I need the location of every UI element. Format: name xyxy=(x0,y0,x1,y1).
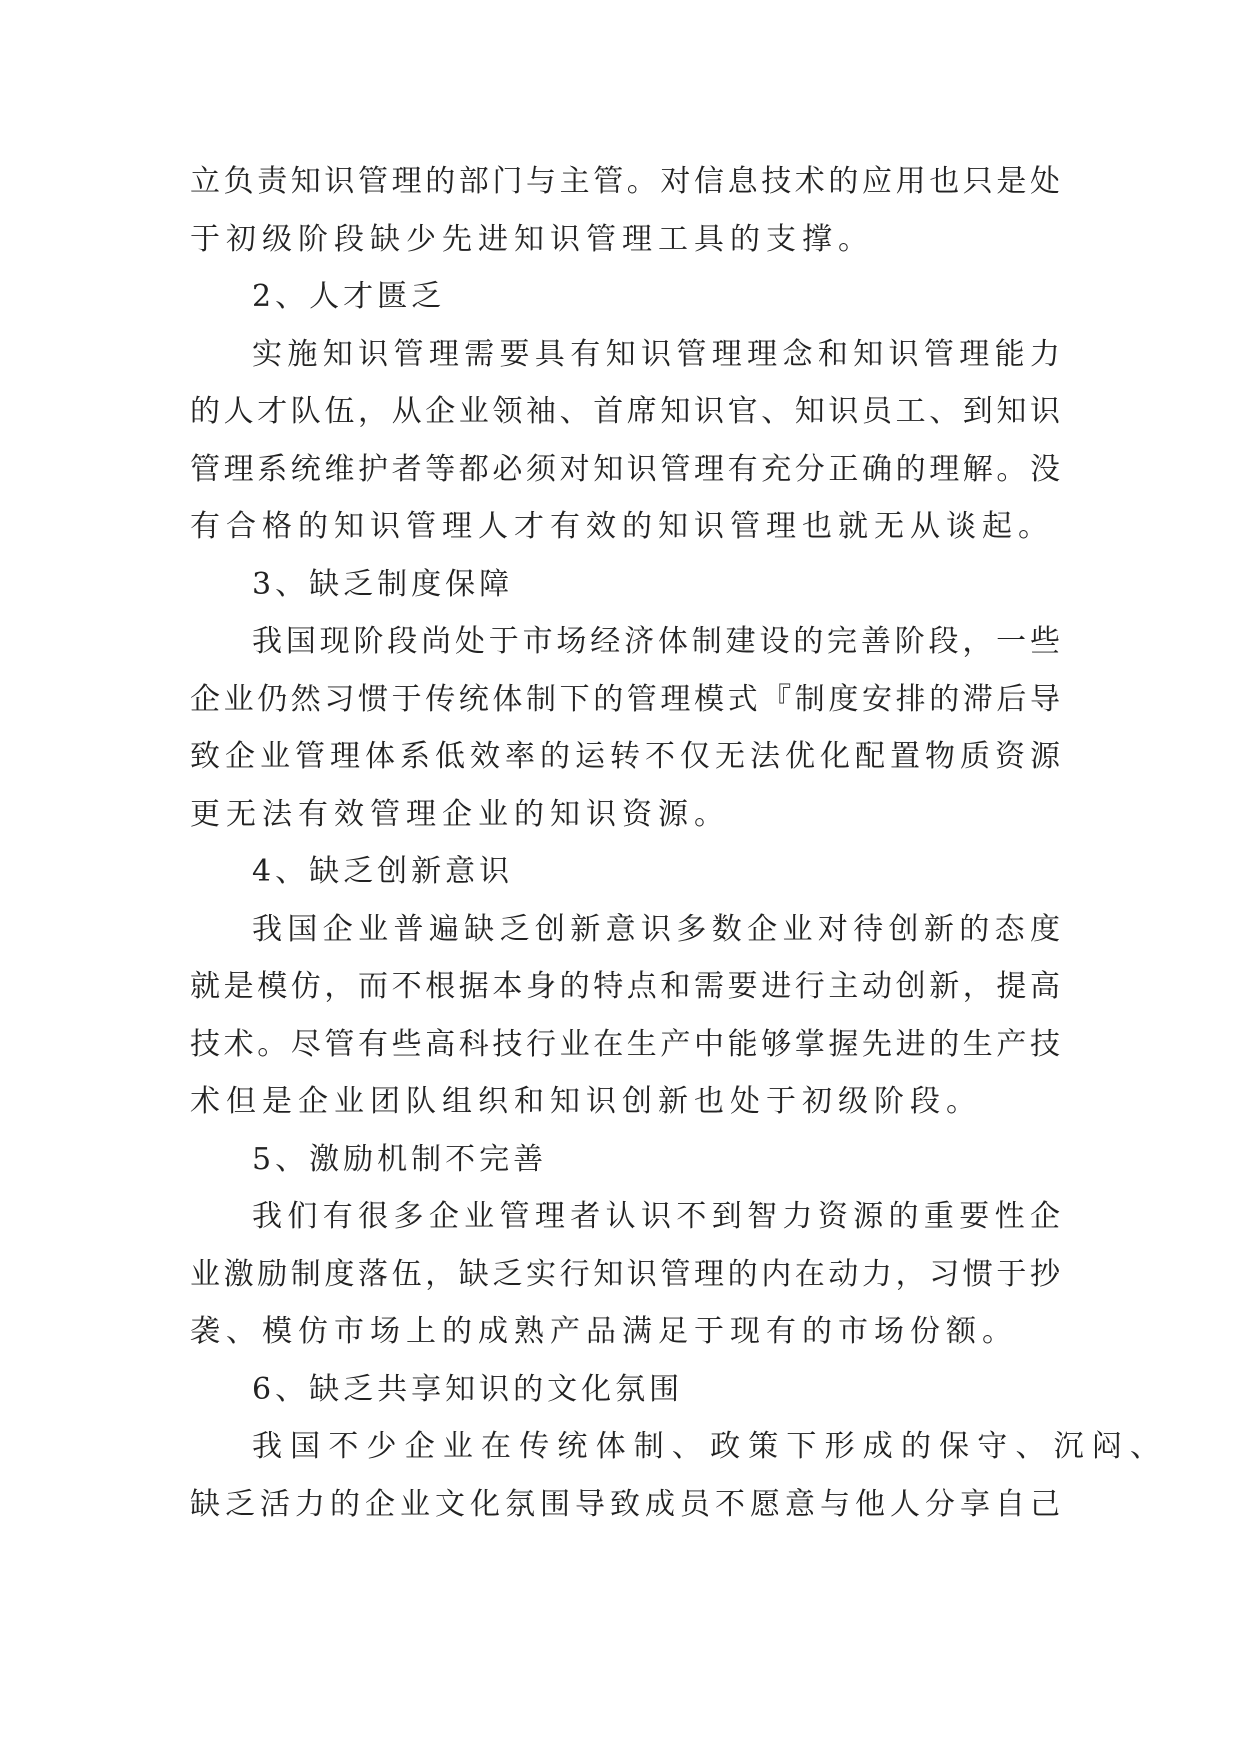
paragraph-line: 业激励制度落伍，缺乏实行知识管理的内在动力，习惯于抄 xyxy=(190,1256,1060,1292)
paragraph-line: 的人才队伍，从企业领袖、首席知识官、知识员工、到知识 xyxy=(190,394,1060,429)
paragraph-first-line: 我们有很多企业管理者认识不到智力资源的重要性企 xyxy=(252,1199,1060,1234)
paragraph-first-line: 我国不少企业在传统体制、政策下形成的保守、沉闷、 xyxy=(252,1429,1160,1464)
section-heading: 4、缺乏创新意识 xyxy=(252,854,514,889)
paragraph-line: 有合格的知识管理人才有效的知识管理也就无从谈起。 xyxy=(190,509,1054,544)
section-heading: 5、激励机制不完善 xyxy=(252,1141,548,1177)
paragraph-line: 术但是企业团队组织和知识创新也处于初级阶段。 xyxy=(190,1084,982,1119)
paragraph-line: 立负责知识管理的部门与主管。对信息技术的应用也只是处 xyxy=(190,164,1060,199)
paragraph-first-line: 我国企业普遍缺乏创新意识多数企业对待创新的态度 xyxy=(252,911,1060,947)
paragraph-first-line: 我国现阶段尚处于市场经济体制建设的完善阶段，一些 xyxy=(252,624,1060,659)
paragraph-line: 缺乏活力的企业文化氛围导致成员不愿意与他人分享自己 xyxy=(190,1486,1060,1522)
paragraph-line: 袭、模仿市场上的成熟产品满足于现有的市场份额。 xyxy=(190,1314,1018,1349)
paragraph-first-line: 实施知识管理需要具有知识管理理念和知识管理能力 xyxy=(252,336,1060,372)
paragraph-line: 致企业管理体系低效率的运转不仅无法优化配置物质资源 xyxy=(190,739,1060,774)
section-heading: 3、缺乏制度保障 xyxy=(252,566,514,602)
document-body xyxy=(190,153,1160,1533)
paragraph-line: 更无法有效管理企业的知识资源。 xyxy=(190,796,730,832)
paragraph-line: 管理系统维护者等都必须对知识管理有充分正确的理解。没 xyxy=(190,451,1060,487)
paragraph-line: 技术。尽管有些高科技行业在生产中能够掌握先进的生产技 xyxy=(190,1026,1060,1062)
paragraph-line: 就是模仿，而不根据本身的特点和需要进行主动创新，提高 xyxy=(190,969,1060,1004)
section-heading: 2、人才匮乏 xyxy=(252,279,446,314)
section-heading: 6、缺乏共享知识的文化氛围 xyxy=(252,1371,684,1407)
paragraph-line: 企业仍然习惯于传统体制下的管理模式『制度安排的滞后导 xyxy=(190,681,1060,717)
paragraph-line: 于初级阶段缺少先进知识管理工具的支撑。 xyxy=(190,221,874,257)
